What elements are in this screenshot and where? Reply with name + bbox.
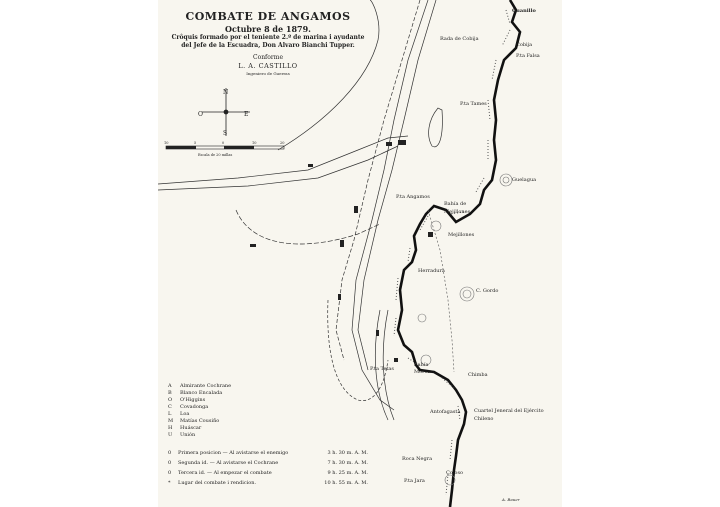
compass-rose — [198, 88, 250, 137]
signatory-name: L. A. CASTILLO — [238, 62, 298, 70]
place-roca-negra: Roca Negra — [402, 456, 433, 462]
map-date: Octubre 8 de 1879. — [225, 24, 311, 34]
place-bahia-mejillones: Bahía de Mejillones — [444, 201, 471, 215]
legend-item: C Covadonga — [168, 404, 209, 410]
place-rada-cobija: Rada de Cobija — [440, 36, 479, 42]
place-bahia-moreno: Bahía Moreno — [414, 362, 434, 375]
conforme-label: Conforme — [252, 54, 283, 61]
legend-item: B Blanco Encalada — [168, 390, 223, 396]
compass-south: S — [223, 130, 228, 137]
place-guelagua: Guelagua — [512, 177, 537, 183]
place-pta-falsa: P.ta Falsa — [516, 53, 540, 59]
place-coloso: Coloso — [446, 470, 464, 476]
note-row: 0 Primera posicion — Al avistarse el enemigo 3 h. 30 m. A. M. — [168, 450, 368, 456]
scale-tick-2: 0 — [222, 141, 225, 145]
scale-tick-4: 20 — [280, 141, 285, 145]
place-herradura: Herradura — [418, 268, 445, 274]
scale-tick-1: 5 — [194, 141, 197, 145]
legend-item: O O'Higgins — [168, 397, 206, 403]
place-antofagasta: Antofagasta — [430, 409, 461, 415]
map-subtitle: Crôquis formado por el teniente 2.º de marina i ayudante del Jefe de la Escuadra, Don Alvaro Bianchi Tupper. — [171, 34, 365, 49]
legend-item: M Matías Cousiño — [168, 418, 220, 424]
signatory-role: Ingeniero de Guerras — [246, 71, 290, 76]
legend-item: A Almirante Cochrane — [168, 383, 232, 389]
compass-east: E — [244, 111, 249, 118]
scale-bar — [164, 141, 284, 149]
hill-marks — [418, 174, 512, 485]
place-pta-tetas: P.ta Tetas — [370, 366, 394, 372]
note-row: 0 Segunda id. — Al avistarse el Cochrane 7 h. 30 m. A. M. — [168, 460, 368, 466]
place-pta-jara: P.ta Jara — [404, 478, 425, 484]
place-chimba: Chimba — [468, 372, 488, 378]
legend-item: H Huáscar — [168, 425, 202, 431]
ship-legend — [168, 383, 231, 439]
scale-tick-3: 10 — [252, 141, 257, 145]
place-cuartel-jeneral: Cuartel Jeneral del Ejército Chileno — [474, 408, 544, 422]
scale-tick-0: 10 — [164, 141, 169, 145]
note-row: 0 Tercera id. — Al empezar el combate 9 h. 25 m. A. M. — [168, 470, 368, 476]
scale-label: Escala de 20 millas — [198, 153, 233, 157]
coastline — [398, 0, 520, 507]
place-cobija: Cobija — [516, 42, 533, 48]
place-pta-tames: P.ta Tames — [460, 101, 487, 107]
note-row: * Lugar del combate i rendicion. 10 h. 55 m. A. M. — [168, 480, 368, 486]
position-notes — [168, 448, 368, 488]
legend-item: L Loa — [168, 411, 190, 417]
place-c-gordo: C. Gordo — [476, 288, 499, 294]
place-guanillo: Guanillo — [512, 8, 536, 14]
artist-signature: A. Bauer — [502, 497, 520, 502]
map-title: COMBATE DE ANGAMOS — [185, 10, 351, 23]
compass-west: O — [198, 111, 203, 118]
compass-north: N — [223, 89, 229, 96]
legend-item: U Unión — [168, 432, 196, 438]
map-sheet — [158, 0, 562, 507]
place-mejillones: Mejillones — [448, 232, 475, 238]
place-pta-angamos: P.ta Angamos — [396, 194, 430, 200]
